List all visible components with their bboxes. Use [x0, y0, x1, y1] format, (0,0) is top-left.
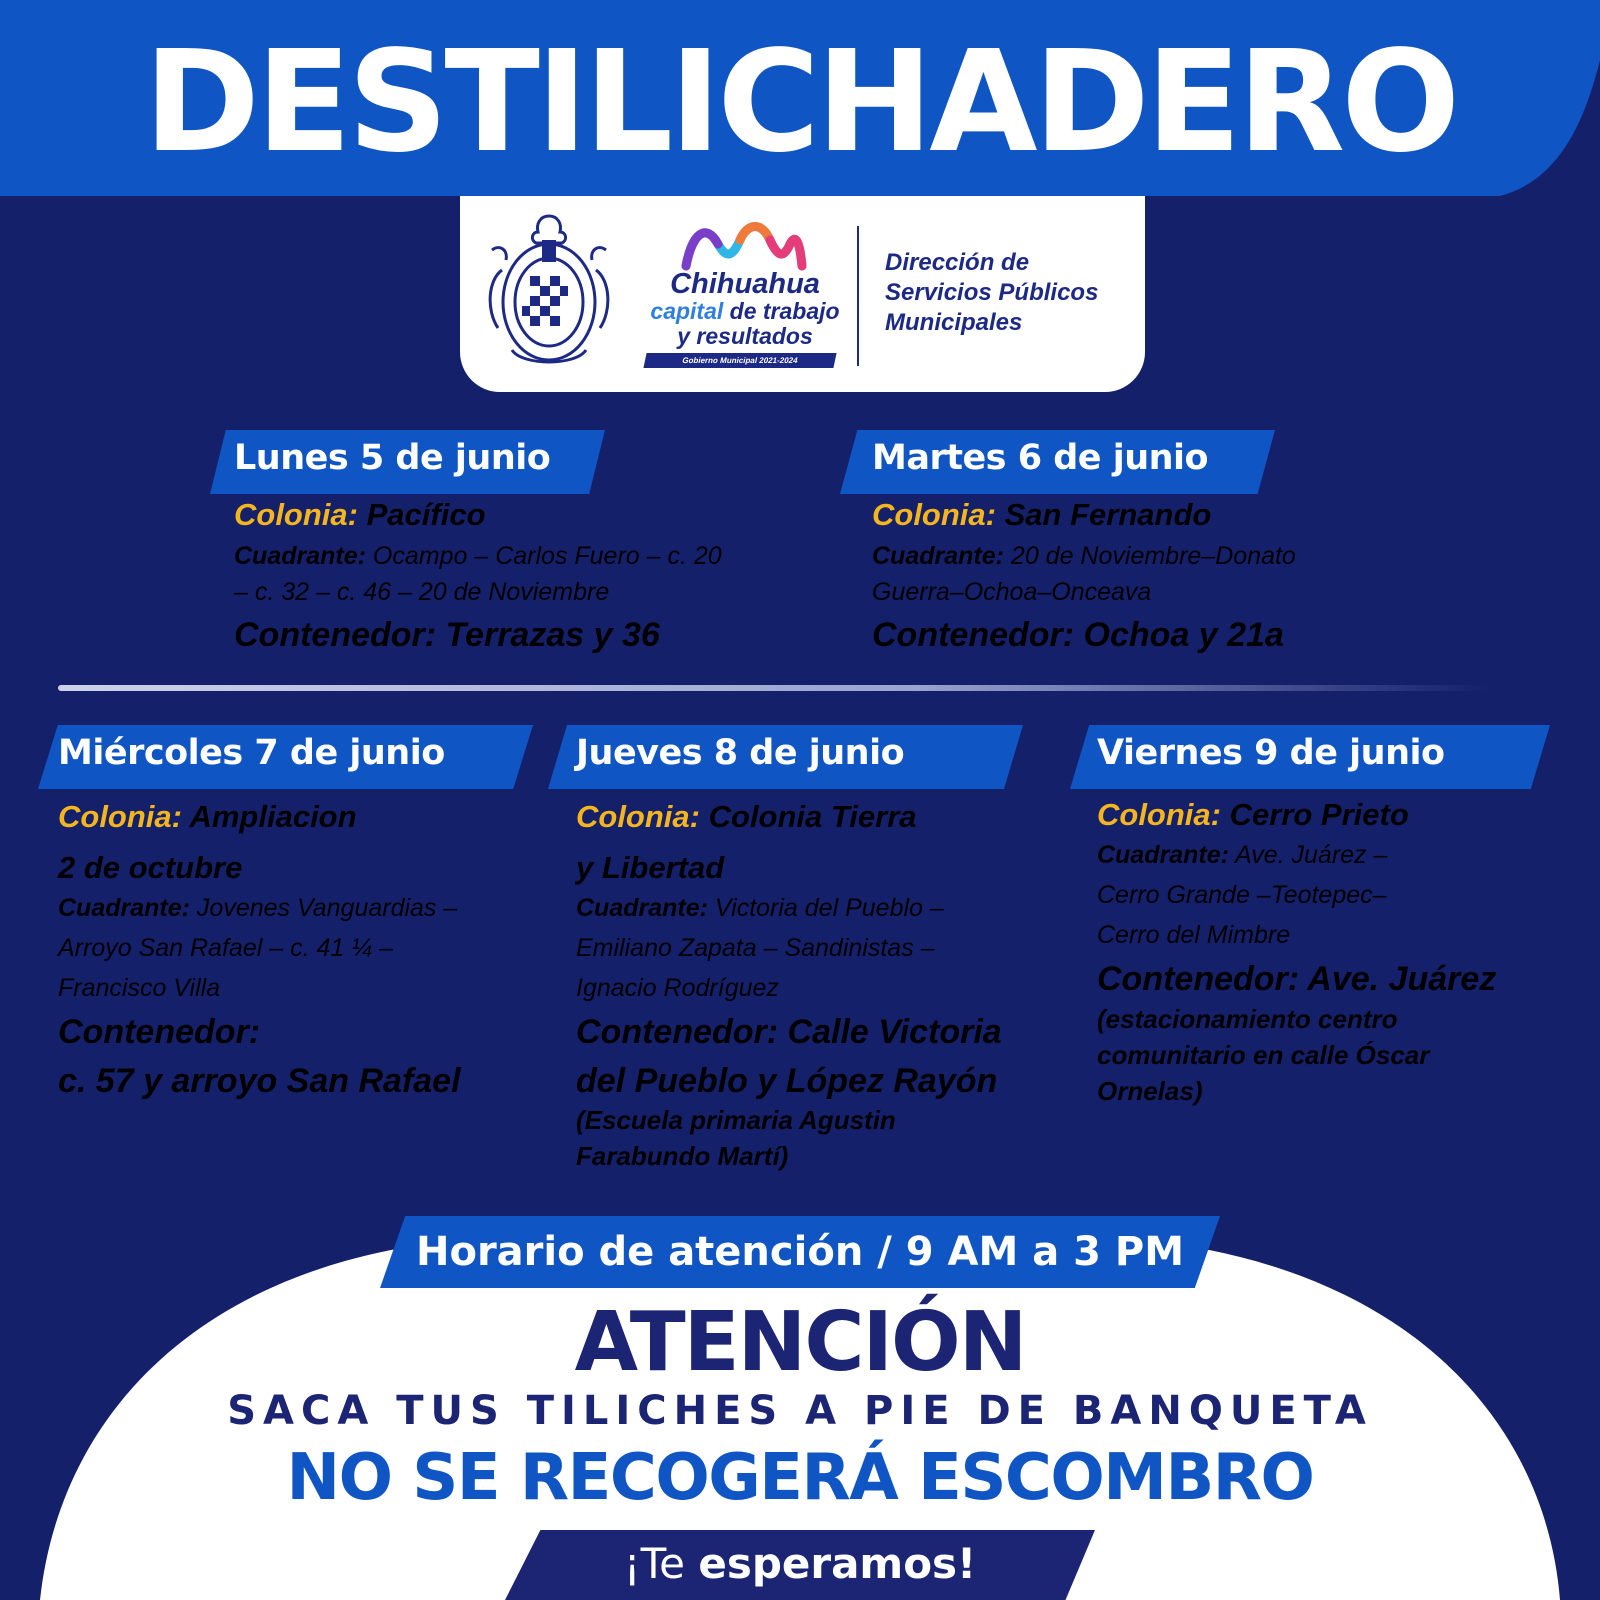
colonia-label: Colonia: — [576, 799, 700, 834]
cuadrante-friday-3: Cerro del Mimbre — [1097, 921, 1291, 949]
cuadrante-friday-1 — [1097, 836, 1387, 874]
cuadrante-tuesday-1 — [872, 537, 1296, 575]
colonia-value: San Fernando — [1004, 497, 1212, 532]
brand-tagline-accent: capital — [650, 298, 724, 324]
colonia-thursday-2: y Libertad — [576, 850, 725, 885]
contenedor-value: Ave. Juárez — [1307, 960, 1497, 998]
colonia-wednesday-1 — [58, 792, 357, 842]
brand-government-label: Gobierno Municipal 2021-2024 — [643, 353, 836, 368]
colonia-wednesday-2: 2 de octubre — [58, 850, 243, 885]
hours-text: Horario de atención / 9 AM a 3 PM — [415, 1229, 1184, 1275]
contenedor-label: Contenedor: — [1097, 960, 1300, 998]
colonia-label: Colonia: — [872, 497, 996, 532]
cuadrante-label: Cuadrante: — [1097, 841, 1229, 869]
closing-text — [505, 1532, 1095, 1596]
note-friday-2: comunitario en calle Óscar — [1097, 1040, 1430, 1070]
cuadrante-tuesday-2: Guerra–Ochoa–Onceava — [872, 578, 1152, 606]
cuadrante-value: Ocampo – Carlos Fuero – c. 20 — [372, 542, 722, 570]
cuadrante-monday-2: – c. 32 – c. 46 – 20 de Noviembre — [234, 578, 610, 606]
logo-card — [460, 196, 1145, 392]
contenedor-thursday-2: del Pueblo y López Rayón — [576, 1062, 998, 1100]
warning-text: NO SE RECOGERÁ ESCOMBRO — [286, 1441, 1314, 1515]
colonia-thursday-1 — [576, 792, 917, 842]
contenedor-thursday-1 — [576, 1008, 1002, 1056]
brand-tagline-1 — [630, 298, 860, 324]
note-thursday-1: (Escuela primaria Agustin — [576, 1105, 896, 1135]
contenedor-wednesday-value: c. 57 y arroyo San Rafael — [58, 1062, 461, 1100]
contenedor-value: Calle Victoria — [787, 1013, 1002, 1051]
cuadrante-label: Cuadrante: — [234, 542, 366, 570]
contenedor-monday — [234, 611, 660, 659]
note-friday-1: (estacionamiento centro — [1097, 1004, 1398, 1034]
note-thursday-2: Farabundo Martí) — [576, 1141, 789, 1171]
department-name — [885, 248, 1135, 338]
colonia-friday — [1097, 790, 1409, 840]
colonia-monday — [234, 490, 486, 540]
cuadrante-thursday-2: Emiliano Zapata – Sandinistas – — [576, 934, 935, 962]
contenedor-value: Terrazas y 36 — [445, 616, 660, 654]
brand-name: Chihuahua — [670, 268, 820, 300]
cuadrante-label: Cuadrante: — [872, 542, 1004, 570]
contenedor-wednesday-label: Contenedor: — [58, 1013, 261, 1051]
cuadrante-label: Cuadrante: — [576, 894, 708, 922]
page-title: DESTILICHADERO — [143, 21, 1457, 184]
title-banner — [0, 0, 1600, 196]
cuadrante-thursday-1 — [576, 889, 944, 927]
colonia-tuesday — [872, 490, 1211, 540]
day-title-friday: Viernes 9 de junio — [1097, 733, 1445, 773]
day-title-thursday: Jueves 8 de junio — [576, 733, 905, 773]
contenedor-label: Contenedor: — [576, 1013, 779, 1051]
department-line-3: Municipales — [885, 309, 1023, 336]
colonia-value: Colonia Tierra — [708, 799, 917, 834]
cuadrante-value: Victoria del Pueblo – — [714, 894, 944, 922]
instruction-text: SACA TUS TILICHES A PIE DE BANQUETA — [227, 1388, 1373, 1434]
contenedor-label: Contenedor: — [872, 616, 1075, 654]
section-divider — [58, 685, 1488, 691]
logo-divider — [857, 226, 859, 366]
brand-tagline-rest: de trabajo — [729, 298, 840, 324]
colonia-label: Colonia: — [58, 799, 182, 834]
department-line-1: Dirección de — [885, 249, 1030, 276]
colonia-value: Ampliacion — [189, 799, 357, 834]
day-title-monday: Lunes 5 de junio — [234, 438, 551, 478]
colonia-value: Cerro Prieto — [1229, 797, 1409, 832]
note-friday-3: Ornelas) — [1097, 1076, 1203, 1106]
contenedor-tuesday — [872, 611, 1284, 659]
cuadrante-wednesday-1 — [58, 889, 457, 927]
cuadrante-value: Jovenes Vanguardias – — [196, 894, 458, 922]
contenedor-value: Ochoa y 21a — [1083, 616, 1284, 654]
colonia-label: Colonia: — [1097, 797, 1221, 832]
cuadrante-wednesday-2: Arroyo San Rafael – c. 41 ¼ – — [58, 934, 393, 962]
cuadrante-monday-1 — [234, 537, 722, 575]
cuadrante-value: 20 de Noviembre–Donato — [1010, 542, 1296, 570]
cuadrante-wednesday-3: Francisco Villa — [58, 974, 221, 1002]
chihuahua-brand-mark-icon — [678, 214, 808, 274]
cuadrante-label: Cuadrante: — [58, 894, 190, 922]
coat-of-arms-logo — [482, 210, 617, 375]
contenedor-friday — [1097, 955, 1496, 1003]
closing-text-bold: esperamos! — [698, 1539, 977, 1588]
colonia-value: Pacífico — [366, 497, 486, 532]
day-title-tuesday: Martes 6 de junio — [872, 438, 1209, 478]
cuadrante-friday-2: Cerro Grande –Teotepec– — [1097, 881, 1387, 909]
brand-tagline-2: y resultados — [677, 323, 813, 349]
department-line-2: Servicios Públicos — [885, 279, 1099, 306]
closing-text-light: ¡Te — [623, 1539, 685, 1588]
contenedor-label: Contenedor: — [234, 616, 437, 654]
cuadrante-value: Ave. Juárez – — [1235, 841, 1388, 869]
day-title-wednesday: Miércoles 7 de junio — [58, 733, 445, 773]
cuadrante-thursday-3: Ignacio Rodríguez — [576, 974, 779, 1002]
attention-heading: ATENCIÓN — [574, 1295, 1026, 1390]
colonia-label: Colonia: — [234, 497, 358, 532]
